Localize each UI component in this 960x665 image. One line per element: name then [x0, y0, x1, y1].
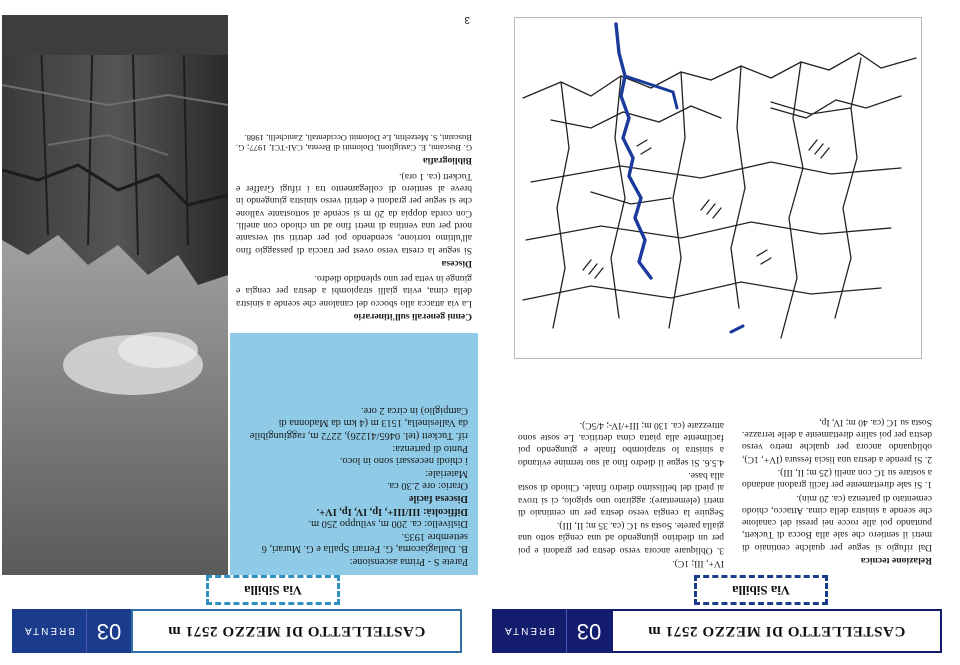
left-region-label: BRENTA	[492, 609, 567, 653]
tech-pitch-2-end: IV+, III; 1C).	[672, 558, 724, 569]
left-route-name: Via Sibilla	[694, 575, 828, 605]
bibliography-text: G. Buscaini, E. Castiglioni, Dolomiti di Brenta, CAI-TCI, 1977; G. Buscaini, S. Metzeltin, Le Dolomiti Occidentali, Zanichelli, 1988.	[236, 132, 472, 154]
left-peak-title: CASTELLETTO DI MEZZO 2571 m	[611, 609, 942, 653]
right-route-name: Via Sibilla	[206, 575, 340, 605]
general-notes-heading: Cenni generali sull'itinerario	[353, 311, 472, 322]
general-notes-text: La via attacca allo sbocco del canalone che scende a sinistra della cima, evita gialli strapiombi a destra per cengia e giunge in vetta per uno splendido diedro.	[236, 273, 472, 309]
left-header-band	[492, 609, 942, 653]
tech-pitch-4-6: 4.5.6. Si segue il diedro fino al suo termine evitando a sinistra lo strapiombo finale e giungendo poi facilmente alla piatta cima detritica. Le soste sono attrezzate (ca. 130 m; III+/IV-; 4/5C).	[518, 419, 724, 468]
route-info-box	[230, 333, 478, 575]
start-point-label: Punto di partenza:	[392, 442, 468, 454]
first-ascent-label: Parete S - Prima ascensione:	[349, 556, 468, 567]
tech-paragraph-1: Dal rifugio si segue per qualche centinaio di metri il sentiero che sale alla Bocca di Tuckett, puntando poi alle rocce nei pressi del canalone che scende a sinistra della cima. Attacco, chiodo cementato di partenza (ca. 20 min).	[742, 492, 932, 553]
difficulty-grade: Difficoltà: III/III+, Ip, IV, Ip, IV+.	[316, 505, 468, 517]
right-peak-title: CASTELLETTO DI MEZZO 2571 m	[131, 609, 462, 653]
bibliography-heading: Bibliografia	[422, 155, 472, 167]
tech-pitch-2: 2. Si prende a destra una liscia fessura (IV+, 1C), obliquando ancora per qualche metro verso destra per poi salire direttamente a delle terrazze. Sosta su 1C (ca. 40 m; IV, Ip,	[742, 416, 932, 465]
route-description	[236, 131, 472, 325]
route-topo-sketch	[514, 17, 922, 359]
tech-pitch-1: 1. Si sale direttamente per facili gradoni andando a sostare su 1C con anelli (25 m; II, III).	[742, 466, 932, 491]
gear-label: Materiale:	[425, 467, 468, 479]
tech-pitch-3: 3. Obliquare ancora verso destra per gradoni e poi per un diedrino giungendo ad una cengia sotto una gialla parete. Sosta su 1C (ca. 35 m; II, III).	[518, 520, 724, 556]
left-route-number: 03	[567, 609, 611, 653]
rock-face-photo	[2, 15, 228, 575]
technical-text-col-1	[742, 414, 932, 569]
technical-heading: Relazione tecnica	[860, 555, 932, 566]
descent-text: Si segue la cresta verso ovest per traccia di passaggio fino all'ultimo torrione, scendendo poi per detriti sul versante nord per una ventina di metri fino ad un chiodo con anelli. Con corda doppia da 20 m si scende al sottostante vallone che si segue per gradoni e detriti verso sinistra giungendo in breve al sentiero di collegamento tra i rifugi Graffer e Tuckett (ca. 1 ora).	[236, 170, 472, 256]
gear-text: i chiodi necessari sono in loco.	[339, 455, 468, 467]
page-number: 3	[464, 14, 470, 25]
topo-drawing	[515, 18, 921, 358]
climb-time: Orario: ore 2.30 ca.	[386, 480, 468, 492]
descent-grade: Discesa facile	[408, 493, 468, 505]
right-route-number: 03	[87, 609, 131, 653]
photo-rendering	[2, 15, 228, 575]
descent-heading: Discesa	[441, 257, 472, 269]
tech-traverse: Seguire la cengia verso destra per un centinaio di metri (elementare): aggirato uno spigolo, ci si trova ai piedi del bellissimo diedro finale. Chiodo di sosta alla base.	[518, 469, 724, 518]
right-region-label: BRENTA	[12, 609, 87, 653]
right-header-band	[12, 609, 462, 653]
technical-text-col-2	[518, 417, 724, 569]
first-ascent-names: B. Dallagiacoma, G. Ferrari Spalla e G. Murari, 6 settembre 1935.	[261, 530, 468, 555]
start-point-text: rif. Tuckett (tel. 0465/41226), 2272 m, raggiungibile da Vallesinella, 1513 m (4 km da Madonna di Campiglio) in circa 2 ore.	[249, 404, 468, 442]
height-gain: Dislivello: ca. 200 m, sviluppo 250 m.	[308, 518, 468, 530]
left-page	[480, 0, 960, 665]
rock-outline-lines	[523, 53, 916, 338]
